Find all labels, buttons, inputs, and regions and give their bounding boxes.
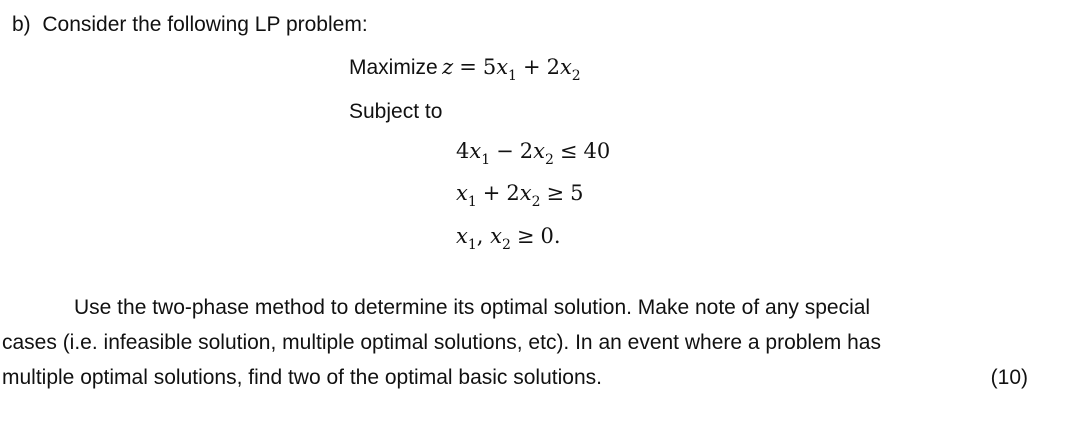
- question-label: b): [12, 13, 31, 36]
- objective-label: Maximize: [349, 56, 438, 79]
- instruction-line-3: multiple optimal solutions, find two of the optimal basic solutions.: [2, 366, 602, 389]
- marks-label: (10): [990, 366, 1028, 389]
- instruction-line-2: cases (i.e. infeasible solution, multiple optimal solutions, etc). In an event where a problem has: [2, 331, 881, 354]
- instruction-line-3-wrap: [2, 360, 1028, 395]
- subject-to-label: Subject to: [349, 100, 443, 123]
- constraint-1: $4x_1 - 2x_2 \le 40$: [456, 139, 611, 168]
- instruction-paragraph: [2, 290, 1028, 395]
- question-intro: [12, 13, 368, 37]
- constraint-2: $x_1 + 2x_2 \ge 5$: [456, 181, 584, 210]
- objective-expression: $z = 5x_1 + 2x_2$: [442, 55, 581, 84]
- instruction-line-1: Use the two-phase method to determine its optimal solution. Make note of any special: [74, 296, 871, 319]
- question-intro-text: Consider the following LP problem:: [42, 13, 368, 36]
- objective-line: [349, 55, 581, 84]
- constraint-nonnegativity: $x_1$, $x_2 \ge 0$.: [456, 224, 561, 253]
